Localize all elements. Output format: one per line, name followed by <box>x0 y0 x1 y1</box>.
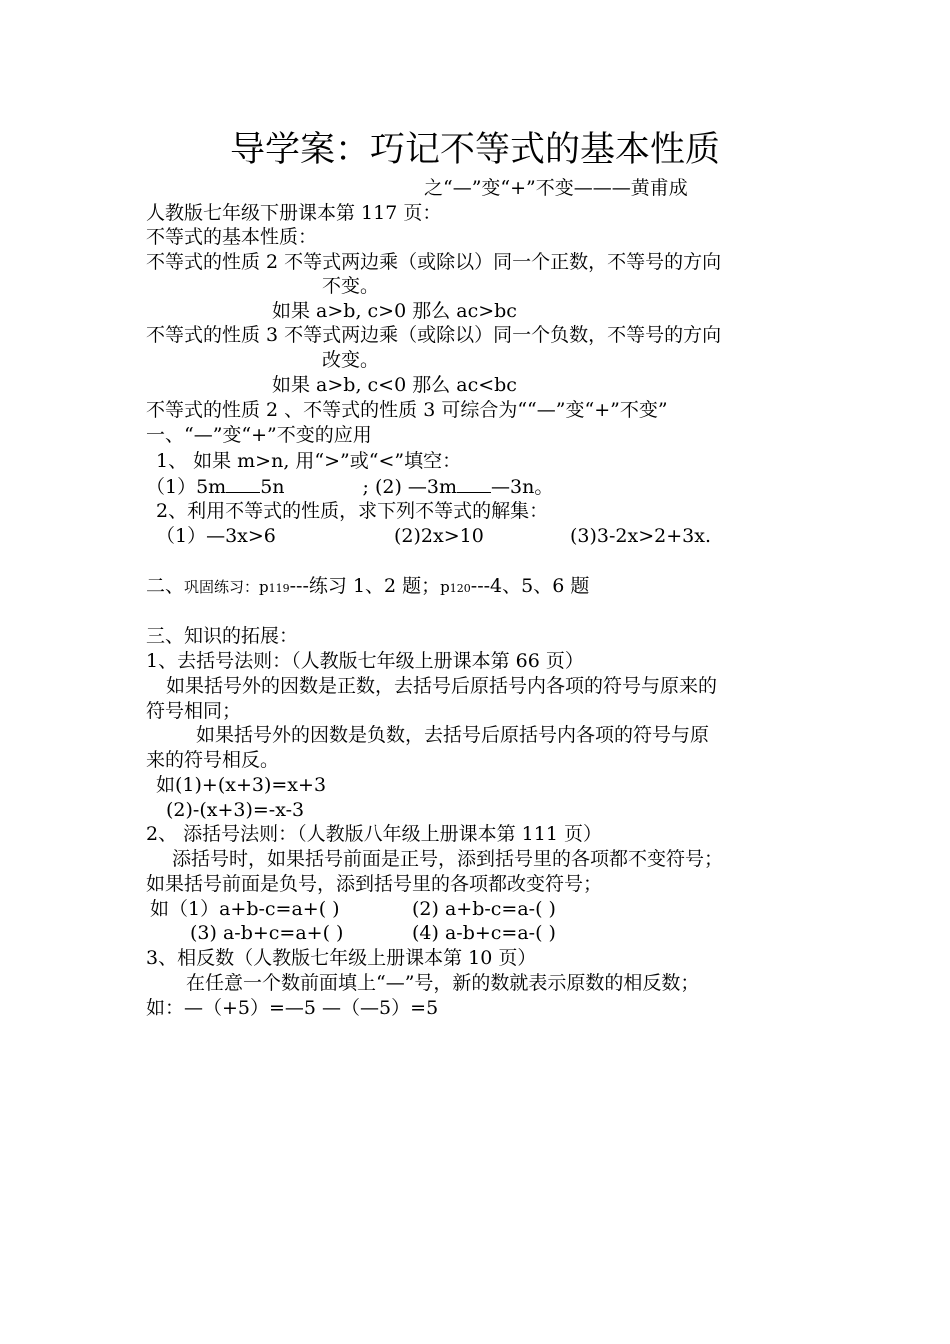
question-1: 1、 如果 m>n, 用“>”或“<”填空： <box>156 450 462 472</box>
rule-2-example-3: (3) a-b+c=a+( ) <box>190 922 344 944</box>
q1-part-2-rhs: —3n。 <box>491 476 554 498</box>
question-1-items <box>146 474 553 499</box>
rule-2-text: 添括号时，如果括号前面是正号，添到括号里的各项都不变符号； <box>172 848 724 870</box>
property-3: 不等式的性质 3 不等式两边乘（或除以）同一个负数，不等号的方向 <box>146 324 722 346</box>
summary-line: 不等式的性质 2 、不等式的性质 3 可综合为““—”变“+”不变” <box>146 399 668 421</box>
section-heading: 不等式的基本性质： <box>146 226 318 248</box>
answer-blank[interactable] <box>457 474 491 493</box>
part-1-heading: 一、“—”变“+”不变的应用 <box>146 424 372 446</box>
rule-2-example-4: (4) a-b+c=a-( ) <box>412 922 556 944</box>
practice-items: ---4、5、6 题 <box>470 575 590 597</box>
subtitle-author: 之“—”变“+”不变———黄甫成 <box>424 177 688 199</box>
property-2-formula: 如果 a>b, c>0 那么 ac>bc <box>272 300 517 322</box>
q1-part-1: （1）5m <box>146 476 227 498</box>
page-number: 119 <box>268 582 290 595</box>
textbook-reference: 人教版七年级下册课本第 117 页： <box>146 202 442 224</box>
rule-2-heading: 2、 添括号法则：（人教版八年级上册课本第 111 页） <box>146 823 602 845</box>
rule-3-heading: 3、相反数（人教版七年级上册课本第 10 页） <box>146 947 537 969</box>
rule-1-example-1: 如(1)+(x+3)=x+3 <box>156 774 327 796</box>
rule-2-example-1: 如（1）a+b-c=a+( ) <box>150 898 340 920</box>
property-3-cont: 改变。 <box>322 349 380 371</box>
part-2-number: 二、 <box>146 575 185 597</box>
part-2-practice <box>146 574 589 601</box>
page-title: 导学案：巧记不等式的基本性质 <box>229 130 720 170</box>
page-prefix: p <box>259 578 269 596</box>
property-2-cont: 不变。 <box>322 275 380 297</box>
property-3-formula: 如果 a>b, c<0 那么 ac<bc <box>272 374 517 396</box>
question-2: 2、利用不等式的性质，求下列不等式的解集： <box>156 500 549 522</box>
rule-3-text: 在任意一个数前面填上“—”号，新的数就表示原数的相反数； <box>186 972 700 994</box>
answer-blank[interactable] <box>226 474 260 493</box>
q2-item-3: (3)3-2x>2+3x. <box>570 525 711 547</box>
part-3-heading: 三、知识的拓展： <box>146 625 299 647</box>
rule-1-text: 如果括号外的因数是正数，去括号后原括号内各项的符号与原来的 <box>166 675 718 697</box>
page-number: 120 <box>449 582 471 595</box>
rule-1-example-2: (2)-(x+3)=-x-3 <box>166 799 305 821</box>
rule-2-example-2: (2) a+b-c=a-( ) <box>412 898 556 920</box>
practice-label: 巩固练习： <box>184 578 260 596</box>
rule-2-text-cont: 如果括号前面是负号，添到括号里的各项都改变符号； <box>146 873 603 895</box>
property-2: 不等式的性质 2 不等式两边乘（或除以）同一个正数，不等号的方向 <box>146 251 722 273</box>
rule-1-heading: 1、去括号法则：（人教版七年级上册课本第 66 页） <box>146 650 584 672</box>
rule-1-text-2-cont: 来的符号相反。 <box>146 749 280 771</box>
page-prefix: p <box>440 578 450 596</box>
q2-item-2: (2)2x>10 <box>394 525 484 547</box>
practice-items: ---练习 1、2 题； <box>289 575 441 597</box>
q1-part-1-rhs: 5n <box>260 476 285 498</box>
rule-1-text-2: 如果括号外的因数是负数，去括号后原括号内各项的符号与原 <box>196 724 710 746</box>
rule-1-text-cont: 符号相同； <box>146 700 242 722</box>
q2-item-1: （1）—3x>6 <box>156 525 276 547</box>
rule-3-example: 如：—（+5）=—5 —（—5）=5 <box>146 997 439 1019</box>
q1-part-2: ; (2) —3m <box>362 476 458 498</box>
